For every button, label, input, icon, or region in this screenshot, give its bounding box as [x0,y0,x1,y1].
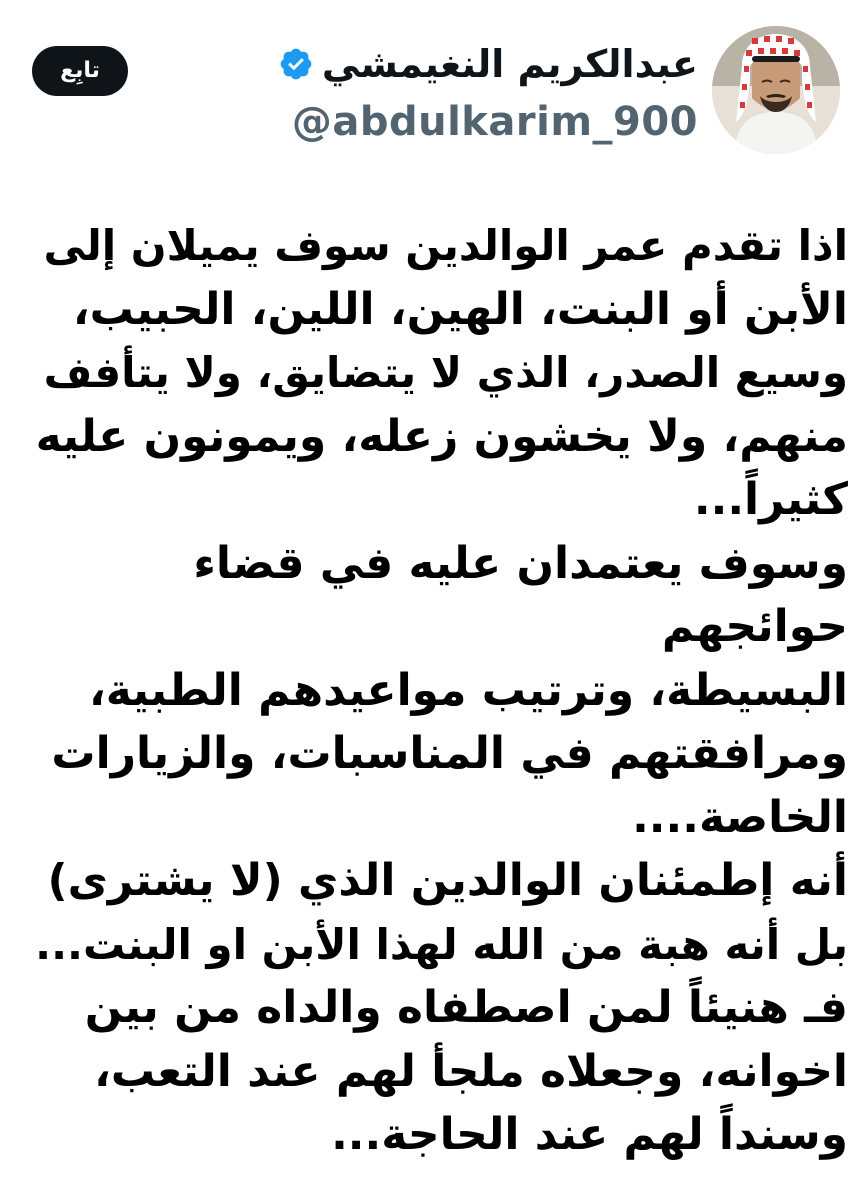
tweet-line: بل أنه هبة من الله لهذا الأبن او البنت... [35,919,848,969]
display-name-row [178,38,698,90]
tweet-line: ومرافقتهم في المناسبات، والزيارات [51,728,848,779]
tweet-line: كثيراً... [693,474,848,525]
verified-badge-icon [278,46,314,82]
tweet-header [20,20,848,160]
tweet-line: الخاصة.... [632,791,848,843]
follow-button[interactable]: تابِع [32,46,128,96]
user-handle[interactable]: @abdulkarim_900 [291,99,698,145]
tweet-line: منهم، ولا يخشون زعله، ويمونون عليه [35,410,848,462]
tweet-text [28,214,848,1167]
author-info [178,38,698,148]
tweet-line: أنه إطمئنان الوالدين الذي (لا يشترى) [47,855,848,906]
tweet-line: وسيع الصدر، الذي لا يتضايق، ولا يتأفف [43,348,848,397]
tweet-line: وسنداً لهم عند الحاجة... [331,1109,848,1160]
tweet-line: حوائجهم [661,601,848,652]
avatar[interactable] [712,26,840,154]
tweet-line: اذا تقدم عمر الوالدين سوف يميلان إلى [43,221,848,270]
tweet-line: اخوانه، وجعلاه ملجأ لهم عند التعب، [94,1045,848,1097]
tweet-line: الأبن أو البنت، الهين، اللين، الحبيب، [72,283,848,335]
tweet-line: البسيطة، وترتيب مواعيدهم الطبية، [89,664,848,716]
tweet-line: فـ هنيئاً لمن اصطفاه والداه من بين [84,982,848,1033]
profile-photo-icon [712,26,840,154]
display-name[interactable]: عبدالكريم النغيمشي [321,42,698,86]
tweet-line: وسوف يعتمدان عليه في قضاء [193,537,848,589]
